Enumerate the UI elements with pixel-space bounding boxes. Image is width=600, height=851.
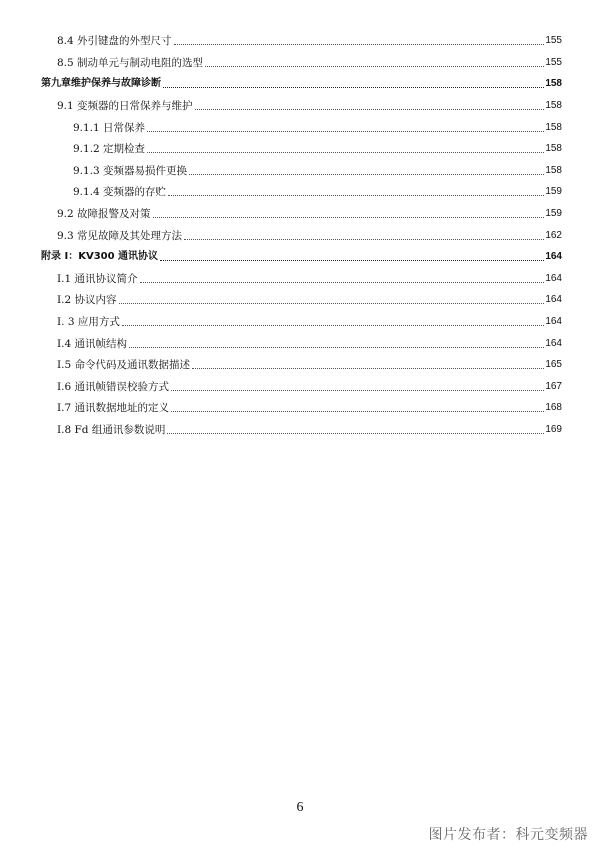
publisher-watermark: 图片发布者：科元变频器 (428, 827, 588, 843)
dot-leader (153, 217, 545, 218)
toc-entry-label: 8.4 外引键盘的外型尺寸 (57, 35, 172, 47)
dot-leader (184, 239, 544, 240)
toc-chapter-entry[interactable] (41, 75, 562, 91)
dot-leader (171, 390, 544, 391)
dot-leader (205, 66, 544, 67)
dot-leader (174, 44, 545, 45)
toc-entry[interactable] (57, 32, 562, 48)
toc-entry-label: 9.1.2 定期检查 (73, 143, 146, 155)
toc-entry[interactable] (57, 270, 562, 286)
toc-entry-page: 155 (545, 57, 562, 68)
toc-entry-label: I.5 命令代码及通讯数据描述 (57, 359, 191, 371)
toc-entry-page: 168 (545, 402, 562, 413)
dot-leader (192, 368, 544, 369)
page-number: 6 (296, 800, 304, 815)
toc-entry-page: 167 (545, 381, 562, 392)
toc-chapter-entry[interactable] (41, 248, 562, 264)
toc-entry-label: 8.5 制动单元与制动电阻的选型 (57, 57, 204, 69)
dot-leader (167, 433, 544, 434)
toc-entry[interactable] (57, 205, 562, 221)
toc-entry-label: 9.1.4 变频器的存贮 (73, 186, 167, 198)
toc-entry-label: 9.1.3 变频器易损件更换 (73, 165, 188, 177)
toc-entry-page: 162 (545, 230, 562, 241)
dot-leader (119, 303, 545, 304)
dot-leader (147, 152, 544, 153)
toc-entry-label: 9.1 变频器的日常保养与维护 (57, 100, 193, 112)
toc-entry-page: 164 (545, 316, 562, 327)
toc-entry[interactable] (57, 356, 562, 372)
dot-leader (163, 87, 544, 88)
dot-leader (160, 260, 544, 261)
toc-entry-label: 附录 I：KV300 通讯协议 (41, 251, 159, 262)
toc-entry[interactable] (57, 421, 562, 437)
toc-entry-page: 164 (545, 338, 562, 349)
toc-entry[interactable] (73, 119, 562, 135)
toc-entry-label: I.4 通讯帧结构 (57, 338, 128, 350)
toc-entry-label: I. 3 应用方式 (57, 316, 120, 328)
toc-entry[interactable] (57, 335, 562, 351)
toc-entry[interactable] (57, 54, 562, 70)
toc-entry-page: 165 (545, 359, 562, 370)
toc-entry-label: 9.2 故障报警及对策 (57, 208, 151, 220)
toc-entry-page: 158 (545, 165, 562, 176)
dot-leader (140, 282, 545, 283)
dot-leader (168, 195, 544, 196)
toc-entry-page: 159 (545, 208, 562, 219)
toc-entry[interactable] (57, 313, 562, 329)
toc-entry[interactable] (57, 291, 562, 307)
toc-entry-page: 158 (545, 143, 562, 154)
dot-leader (195, 109, 545, 110)
toc-entry[interactable] (57, 378, 562, 394)
toc-entry-page: 155 (545, 35, 562, 46)
toc-entry-label: I.1 通讯协议简介 (57, 273, 138, 285)
toc-entry-page: 159 (545, 186, 562, 197)
toc-entry-label: I.8 Fd 组通讯参数说明 (57, 424, 166, 436)
toc-entry[interactable] (73, 183, 562, 199)
toc-entry-page: 164 (545, 251, 562, 262)
dot-leader (189, 174, 544, 175)
dot-leader (129, 347, 544, 348)
toc-entry[interactable] (57, 97, 562, 113)
toc-entry-label: 9.3 常见故障及其处理方法 (57, 230, 183, 242)
toc-entry-page: 164 (545, 273, 562, 284)
toc-entry-page: 158 (545, 122, 562, 133)
toc-entry-label: I.7 通讯数据地址的定义 (57, 402, 170, 414)
toc-entry-label: I.2 协议内容 (57, 294, 117, 306)
toc-entry-page: 158 (545, 78, 562, 89)
toc-entry[interactable] (73, 140, 562, 156)
toc-entry[interactable] (57, 227, 562, 243)
dot-leader (171, 411, 544, 412)
toc-entry[interactable] (57, 399, 562, 415)
dot-leader (147, 131, 544, 132)
toc-entry-page: 158 (545, 100, 562, 111)
toc-entry-page: 164 (545, 294, 562, 305)
toc-entry-label: 第九章维护保养与故障诊断 (41, 78, 161, 89)
toc-entry-label: I.6 通讯帧错误校验方式 (57, 381, 170, 393)
toc-entry-label: 9.1.1 日常保养 (73, 122, 146, 134)
dot-leader (122, 325, 544, 326)
toc-entry-page: 169 (545, 424, 562, 435)
toc-entry[interactable] (73, 162, 562, 178)
